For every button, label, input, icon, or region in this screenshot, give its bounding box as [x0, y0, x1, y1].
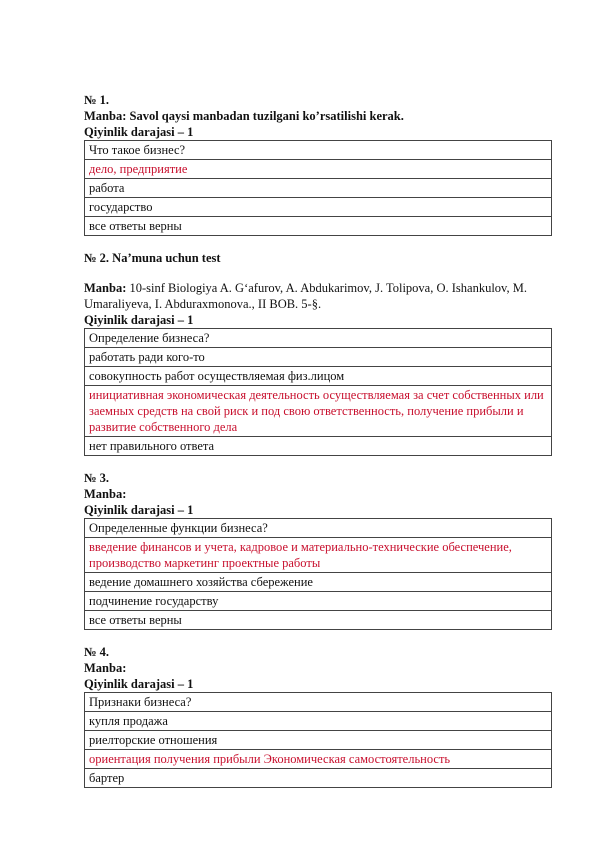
table-row: [85, 592, 552, 611]
answer-option: работать ради кого-то: [85, 348, 552, 367]
answer-table: [84, 518, 552, 630]
source-text: 10-sinf Biologiya A. G‘afurov, A. Abdukarimov, J. Tolipova, O. Ishankulov, M. Umaraliyeva, I. Abduraxmonova., II BOB. 5-§.: [84, 281, 527, 311]
correct-answer: введение финансов и учета, кадровое и материально-технические обеспечение, производство маркетинг проектные работы: [85, 538, 552, 573]
table-row: [85, 198, 552, 217]
answer-option: государство: [85, 198, 552, 217]
answer-option: ведение домашнего хозяйства сбережение: [85, 573, 552, 592]
table-row: [85, 769, 552, 788]
difficulty-level: Qiyinlik darajasi – 1: [84, 313, 194, 327]
answer-table: [84, 692, 552, 788]
table-row: [85, 437, 552, 456]
question-text: Определение бизнеса?: [85, 329, 552, 348]
question-text: Что такое бизнес?: [85, 141, 552, 160]
question-number: № 3.: [84, 471, 110, 485]
question-source: [84, 280, 552, 312]
questions-container: [84, 92, 552, 788]
question-number: № 4.: [84, 645, 110, 659]
table-row: [85, 731, 552, 750]
answer-option: работа: [85, 179, 552, 198]
answer-option: нет правильного ответа: [85, 437, 552, 456]
table-row: [85, 693, 552, 712]
answer-option: все ответы верны: [85, 217, 552, 236]
answer-option: бартер: [85, 769, 552, 788]
question-text: Признаки бизнеса?: [85, 693, 552, 712]
correct-answer: ориентация получения прибыли Экономическая самостоятельность: [85, 750, 552, 769]
table-row: [85, 538, 552, 573]
difficulty-level: Qiyinlik darajasi – 1: [84, 125, 194, 139]
answer-table: [84, 328, 552, 456]
correct-answer: инициативная экономическая деятельность осуществляемая за счет собственных или заемных средств на свой риск и под свою ответственность, получение прибыли и развитие собственного дела: [85, 386, 552, 437]
answer-option: все ответы верны: [85, 611, 552, 630]
question-source: [84, 486, 552, 502]
table-row: [85, 348, 552, 367]
source-label: Manba:: [84, 109, 127, 123]
table-row: [85, 712, 552, 731]
question-source: [84, 108, 552, 124]
table-row: [85, 329, 552, 348]
table-row: [85, 750, 552, 769]
table-row: [85, 179, 552, 198]
answer-table: [84, 140, 552, 236]
question-text: Определенные функции бизнеса?: [85, 519, 552, 538]
source-label: Manba:: [84, 281, 127, 295]
table-row: [85, 141, 552, 160]
question-1: [84, 92, 552, 236]
table-row: [85, 217, 552, 236]
answer-option: подчинение государству: [85, 592, 552, 611]
table-row: [85, 611, 552, 630]
difficulty-level: Qiyinlik darajasi – 1: [84, 677, 194, 691]
table-row: [85, 386, 552, 437]
answer-option: риелторские отношения: [85, 731, 552, 750]
table-row: [85, 367, 552, 386]
table-row: [85, 519, 552, 538]
question-2: [84, 250, 552, 456]
table-row: [85, 573, 552, 592]
answer-option: совокупность работ осуществляемая физ.лицом: [85, 367, 552, 386]
source-label: Manba:: [84, 487, 127, 501]
question-source: [84, 660, 552, 676]
answer-option: купля продажа: [85, 712, 552, 731]
question-number: № 1.: [84, 93, 110, 107]
question-3: [84, 470, 552, 630]
question-number: № 2. Na’muna uchun test: [84, 251, 221, 265]
table-row: [85, 160, 552, 179]
source-text: Savol qaysi manbadan tuzilgani ko’rsatilishi kerak.: [126, 109, 404, 123]
source-label: Manba:: [84, 661, 127, 675]
question-4: [84, 644, 552, 788]
difficulty-level: Qiyinlik darajasi – 1: [84, 503, 194, 517]
correct-answer: дело, предприятие: [85, 160, 552, 179]
